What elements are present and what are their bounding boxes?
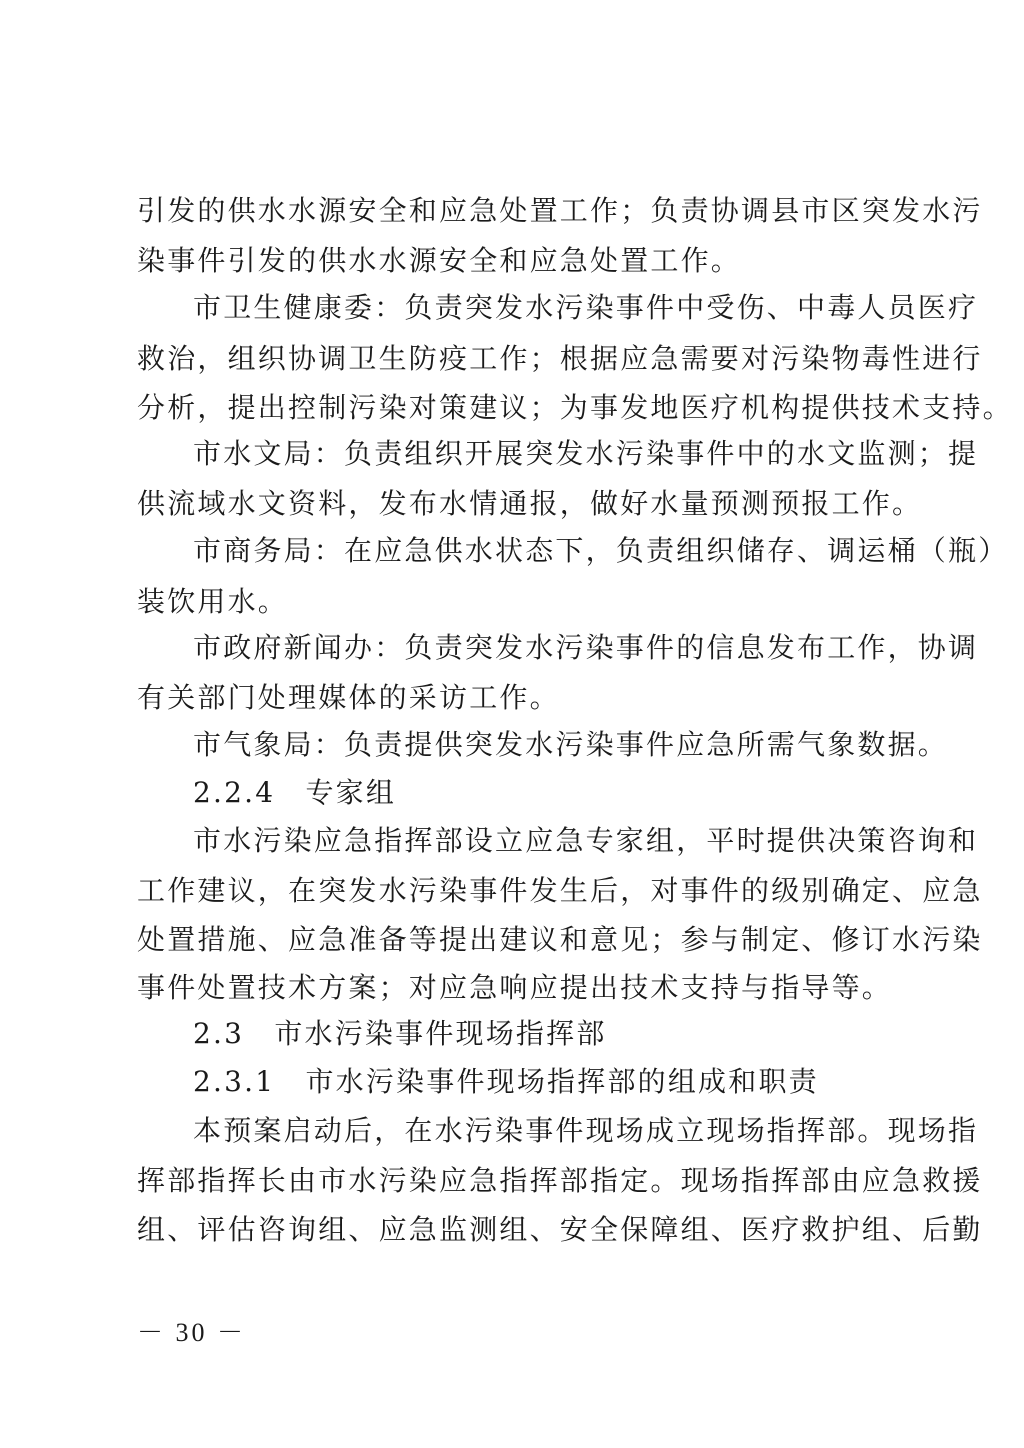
body-text-line: 组、评估咨询组、应急监测组、安全保障组、医疗救护组、后勤 <box>137 1213 983 1246</box>
body-text-line: 事件处置技术方案；对应急响应提出技术支持与指导等。 <box>137 971 893 1004</box>
body-text-line: 供流域水文资料，发布水情通报，做好水量预测预报工作。 <box>137 487 923 520</box>
section-heading-2-2-4: 2.2.4 专家组 <box>193 776 397 809</box>
paragraph-hydrology-bureau: 市水文局：负责组织开展突发水污染事件中的水文监测；提 <box>193 437 979 470</box>
paragraph-onsite-command: 本预案启动后，在水污染事件现场成立现场指挥部。现场指 <box>193 1114 979 1147</box>
section-heading-2-3-1: 2.3.1 市水污染事件现场指挥部的组成和职责 <box>193 1065 819 1098</box>
body-text-line: 染事件引发的供水水源安全和应急处置工作。 <box>137 244 742 277</box>
paragraph-meteorology-bureau: 市气象局：负责提供突发水污染事件应急所需气象数据。 <box>193 728 949 761</box>
paragraph-health-commission: 市卫生健康委：负责突发水污染事件中受伤、中毒人员医疗 <box>193 291 979 324</box>
body-text-line: 工作建议，在突发水污染事件发生后，对事件的级别确定、应急 <box>137 874 983 907</box>
body-text-line: 救治，组织协调卫生防疫工作；根据应急需要对污染物毒性进行 <box>137 342 983 375</box>
body-text-line: 分析，提出控制污染对策建议；为事发地医疗机构提供技术支持。 <box>137 391 1013 424</box>
page-number: － 30 － <box>137 1318 247 1347</box>
paragraph-news-office: 市政府新闻办：负责突发水污染事件的信息发布工作，协调 <box>193 631 979 664</box>
body-text-line: 装饮用水。 <box>137 585 289 618</box>
section-heading-2-3: 2.3 市水污染事件现场指挥部 <box>193 1017 607 1050</box>
paragraph-commerce-bureau: 市商务局：在应急供水状态下，负责组织储存、调运桶（瓶） <box>193 534 1009 567</box>
body-text-line: 处置措施、应急准备等提出建议和意见；参与制定、修订水污染 <box>137 923 983 956</box>
paragraph-expert-group: 市水污染应急指挥部设立应急专家组，平时提供决策咨询和 <box>193 824 979 857</box>
body-text-line: 有关部门处理媒体的采访工作。 <box>137 681 560 714</box>
body-text-line: 引发的供水水源安全和应急处置工作；负责协调县市区突发水污 <box>137 194 983 227</box>
body-text-line: 挥部指挥长由市水污染应急指挥部指定。现场指挥部由应急救援 <box>137 1164 983 1197</box>
